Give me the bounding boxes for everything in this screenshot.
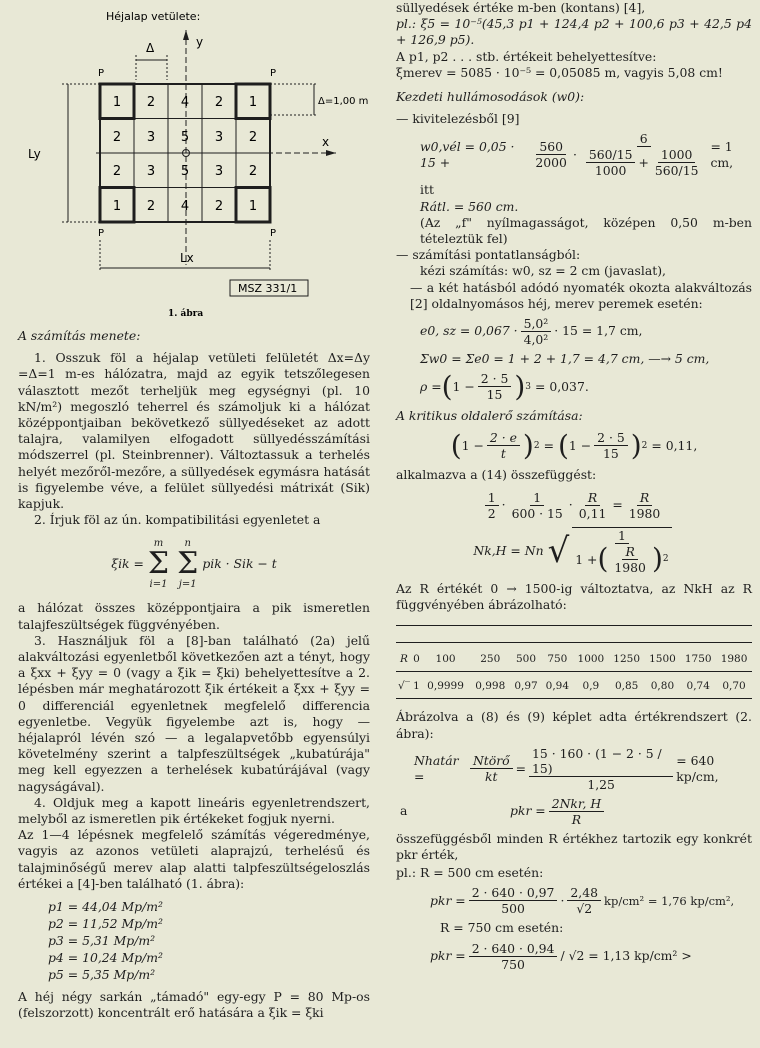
sum-i-top: m — [153, 538, 164, 550]
eq-ratio-n1: 2 · e — [487, 430, 520, 446]
sum-j-top: n — [184, 538, 191, 550]
axis-y-label: y — [196, 35, 204, 49]
table-cell: 750 — [542, 643, 573, 672]
eq-w0-f1n: 560 — [536, 139, 566, 155]
eq-e0-lhs: e0, sz = 0,067 · — [420, 323, 518, 339]
r-variation: Az R értékét 0 → 1500-ig változtatva, az NkH az R függvényében ábrázolható: — [396, 580, 752, 612]
cell-r1c2: 2 — [146, 95, 156, 110]
eq-r-f1n: 1 — [485, 490, 499, 506]
r-avg: Rátl. = 560 cm. — [420, 198, 519, 214]
apply-14: alkalmazva a (14) összefüggést: — [396, 467, 597, 483]
eq-e0-rhs: · 15 = 1,7 cm, — [554, 323, 643, 339]
sum-j: n Σ j=1 — [177, 538, 199, 591]
eq1-body: pik · Sik − t — [202, 556, 277, 572]
eq-r-f2d: 600 · 15 — [511, 505, 563, 521]
calc-inaccuracy: — számítási pontatlanságból: — [396, 247, 581, 263]
eq-e0-n: 5,0² — [521, 316, 552, 332]
critical-force-heading: A kritikus oldalerő számítása: — [396, 408, 583, 424]
table-cell: 100 — [421, 643, 470, 672]
cell-r2c1: 2 — [112, 130, 122, 145]
eq-w0-an: 560/15 — [586, 147, 636, 163]
eq-pkr-500: pkr = $\frac{2 \cdot 640 \cdot 0,97}{500}$ · $\frac{2,48}{√2}$ kp/cm² = 1,76 kp/cm², — [430, 885, 735, 917]
eq-ratio-n2: 2 · 5 — [594, 430, 628, 446]
initial-waviness-heading: Kezdeti hullámosodások (w0): — [396, 89, 585, 105]
eq-pkr750-d: 750 — [501, 956, 525, 972]
relation-note: összefüggésből minden R értékhez tartozik egy konkrét pkr érték, — [396, 830, 752, 863]
eq-w0-bn: 1000 — [658, 147, 696, 163]
eq-w0-f1d: 2000 — [535, 155, 567, 171]
cell-r1c5: 1 — [248, 95, 258, 110]
eq-pkr750-rhs: / √2 = 1,13 kp/cm² > — [560, 948, 692, 964]
eq-w0-f2n: 6 — [637, 131, 651, 147]
table-cell: 0 — [412, 643, 421, 672]
eq-rho-d: 15 — [486, 387, 503, 403]
table-cell: 1 — [412, 672, 421, 699]
step-2-continued: a hálózat összes középpontjaira a pik ismeretlen talajfeszültségek függvényében. — [18, 600, 370, 632]
eq-r-f4n: R — [637, 490, 652, 506]
step-3: 3. Használjuk föl a [8]-ban található (2a) jelű alakváltozási egyenletből következően azt a tényt, hogy a ξxx + ξyy = 0 (vagy a ξik = ξki) behelyettesítve a 2. lépésben már meghatározott ξik értékeit a ξxx + ξyy = 0 differenciál egyenletnek megfelelő differencia egyenletbe. Vegyük figyelembe azt is, hogy — héjalapról lévén szó — a legalapvetőbb egyensúlyi követelmény szerint a talpfeszültségek „kubatúrája" meg kell egyezzen a terhelések kubatúrájával (vagy nagyságával). — [18, 632, 370, 794]
eq-e0 — [420, 316, 752, 347]
step-4: 4. Oldjuk meg a kapott lineáris egyenletrendszert, melyből az ismeretlen pik értékeket fogjuk nyerni. — [18, 794, 370, 827]
eq-r-f3d: 0,11 — [578, 505, 607, 521]
example-xi5: pl.: ξ5 = 10⁻⁵(45,3 p1 + 124,4 p2 + 100,6 p3 + 42,5 p4 + 126,9 p5). — [396, 16, 752, 48]
eq-w0: w0,vél = 0,05 · 15 + $\frac{560}{2000}$ · 6 $\frac{560/15}{1000}$ + $\frac{1000}{560/15}$ = 1 cm, — [420, 131, 752, 178]
eq-w0-rhs: = 1 cm, — [710, 138, 734, 170]
eq-ratio-rhs: = 0,11, — [651, 437, 698, 453]
corner-p-tr: P — [270, 68, 277, 79]
table-row — [396, 672, 752, 699]
eq-sum-w0 — [420, 351, 752, 367]
eq-nkh-rd: 1980 — [614, 559, 646, 575]
eq-pkr — [400, 796, 752, 827]
eq-nkh-n: 1 — [615, 528, 629, 544]
sag-note: (Az „f" nyílmagasságot, középen 0,50 m-ben tételeztük fel) — [420, 214, 752, 247]
cell-r2c3: 5 — [180, 130, 190, 145]
corner-p-bl: P — [98, 228, 105, 239]
eq-r-f3n: R — [585, 490, 600, 506]
cell-r2c2: 3 — [146, 130, 156, 145]
eq-rho-lhs: ρ = — [420, 378, 442, 394]
eq-w0-bd: 560/15 — [654, 163, 699, 179]
eq-nhatar: Nhatár = $\frac{\text{Ntörő}}{kt}$ = $\frac{15 \cdot 160 \cdot (1 - 2 \cdot 5 / 15)}{1,25}$ = 640 kp/cm, — [414, 746, 752, 792]
cell-r4c5: 1 — [248, 199, 258, 214]
cell-r3c5: 2 — [248, 164, 258, 179]
delta-label: Δ — [146, 41, 155, 55]
eq-nkh-lhs: Nk,H = Nn — [473, 542, 544, 558]
eq-nhatar-f2d: 1,25 — [587, 776, 615, 792]
table-cell: 1000 — [573, 643, 609, 672]
table-cell: 0,9 — [573, 672, 609, 699]
eq-nhatar-f2n: 15 · 160 · (1 − 2 · 5 / 15) — [529, 746, 673, 777]
eq-pkr-750 — [430, 941, 752, 972]
cell-r1c4: 2 — [214, 95, 224, 110]
eq-ratio-d1: t — [500, 446, 506, 462]
substitution-text: A p1, p2 . . . stb. értékeit behelyettesítve: — [396, 48, 657, 64]
eq1-lhs: ξik = — [111, 556, 144, 572]
from-construction: — kivitelezésből [9] — [396, 111, 520, 127]
table-row — [396, 643, 752, 672]
sum-j-bottom: j=1 — [178, 579, 197, 591]
stress-p4: p4 = 10,24 Mp/m² — [48, 950, 163, 966]
stress-list — [48, 898, 370, 983]
cell-r2c5: 2 — [248, 130, 258, 145]
eq-rho: ρ = ( 1 − $\frac{2 \cdot 5}{15}$ ) 3 = 0,037. — [420, 369, 589, 403]
corner-p-tl: P — [98, 68, 105, 79]
values-table — [396, 642, 752, 699]
cell-r4c3: 4 — [180, 199, 190, 214]
step-2: 2. Írjuk föl az ún. kompatibilitási egyenletet a — [34, 512, 321, 528]
eq-rho-n: 2 · 5 — [478, 371, 512, 387]
cell-r3c1: 2 — [112, 164, 122, 179]
compatibility-equation — [18, 538, 370, 590]
sum-i: m Σ i=1 — [147, 538, 170, 591]
table-cell: 1500 — [645, 643, 681, 672]
eq-r-f1d: 2 — [487, 505, 496, 521]
cell-r1c1: 1 — [112, 95, 122, 110]
example-r500: pl.: R = 500 cm esetén: — [396, 865, 544, 881]
eq-pkr750-n: 2 · 640 · 0,94 — [469, 941, 558, 957]
stamp-label: MSZ 331/1 — [238, 282, 298, 295]
figure-caption: 1. ábra — [168, 309, 204, 319]
corner-force-text: A héj négy sarkán „támadó" egy-egy P = 80 Mp-os (felszorzott) koncentrált erő hatására a ξik = ξki — [18, 989, 370, 1021]
eq-nkh-rn: R — [622, 544, 637, 560]
eq-ratio: ( 1 − $\frac{2 \cdot e}{t}$ ) 2 = ( 1 − $\frac{2 \cdot 5}{15}$ ) 2 = 0,11, — [450, 428, 698, 462]
table-cell: 0,9999 — [421, 672, 470, 699]
delta-value: Δ=1,00 m — [318, 96, 369, 107]
a-word: a — [400, 803, 408, 819]
table-cell: 0,74 — [680, 672, 716, 699]
table-cell: 0,94 — [542, 672, 573, 699]
lx-label: Lx — [180, 251, 194, 265]
table-cell: 0,80 — [645, 672, 681, 699]
eq-nhatar-f1d: kt — [485, 769, 498, 785]
eq-pkr-lhs: pkr = — [510, 803, 546, 819]
table-cell: 0,998 — [470, 672, 510, 699]
table-cell: 1250 — [609, 643, 645, 672]
cell-r4c2: 2 — [146, 199, 156, 214]
table-cell: 1980 — [716, 643, 752, 672]
moment-deformation: — a két hatásból adódó nyomaték okozta alakváltozás [2] oldalnyomásos héj, merev peremek esetén: — [410, 279, 752, 311]
eq-pkr500-n: 2 · 640 · 0,97 — [469, 885, 558, 901]
corner-p-br: P — [270, 228, 277, 239]
sum-i-bottom: i=1 — [149, 579, 168, 591]
cell-r2c4: 3 — [214, 130, 224, 145]
eq-rho-rhs: = 0,037. — [535, 378, 589, 394]
table-cell: 0,70 — [716, 672, 752, 699]
step-1: 1. Osszuk föl a héjalap vetületi felületét Δx=Δy =Δ=1 m-es hálózatra, majd az egyik tetszőlegesen választott mezőt terheljük meg egységnyi (pl. 10 kN/m²) megoszló teherrel és számoljuk ki a hálózat középpontjaiban bekövetkező süllyedéseket az adott talajra, valamilyen elfogadott süllyedésszámítási módszerrel (pl. Steinbrenner). Változtassuk a terhelés helyét mezőről-mezőre, a süllyedések egymásra hatását is figyelembe véve, a felület süllyedési mátrixát (Sik) kapjuk. — [18, 350, 370, 512]
eq-nhatar-lhs: Nhatár = — [414, 752, 459, 784]
eq-w0-ad: 1000 — [594, 163, 627, 179]
table-cell: 0,97 — [510, 672, 541, 699]
eq-nkh-d1: 1 + — [575, 551, 598, 567]
settlement-values: süllyedések értéke m-ben (kontans) [4], — [396, 0, 646, 15]
cell-r4c4: 2 — [214, 199, 224, 214]
eq-nkh: Nk,H = Nn √ 1 1 + ( $\frac{R}{1980}$ ) 2 — [396, 527, 752, 575]
table-cell: 0,85 — [609, 672, 645, 699]
eq-pkr500-d: 500 — [501, 901, 525, 917]
eq-r-f4d: 1980 — [628, 505, 661, 521]
figure-1 — [18, 0, 370, 322]
eq-pkr500-d2: √2 — [576, 901, 593, 917]
stress-p5: p5 = 5,35 Mp/m² — [48, 967, 156, 983]
xi-rigid-result: ξmerev = 5085 · 10⁻⁵ = 0,05085 m, vagyis 5,08 cm! — [396, 64, 723, 80]
eq-ratio-d2: 15 — [603, 446, 619, 462]
table-cell: 500 — [510, 643, 541, 672]
cell-r3c4: 3 — [214, 164, 224, 179]
eq-pkr-d: R — [571, 811, 582, 827]
right-column — [396, 0, 752, 976]
left-column — [18, 0, 370, 1022]
eq-w0-lhs: w0,vél = 0,05 · 15 + — [420, 138, 515, 170]
result-intro: Az 1—4 lépésnek megfelelő számítás végeredménye, vagyis az azonos vetületi alaprajzú, terhelésű és talajminőségű merev alap alatti talpfeszültségeloszlás értékei a [4]-ben található (1. ábra): — [18, 827, 370, 891]
table-head-r: R — [396, 643, 412, 672]
plot-note: Ábrázolva a (8) és (9) képlet adta értékrendszert (2. ábra): — [396, 709, 752, 741]
stress-p1: p1 = 44,04 Mp/m² — [48, 899, 163, 915]
cell-r1c3: 4 — [180, 95, 190, 110]
stress-p2: p2 = 11,52 Mp/m² — [48, 916, 163, 932]
eq-sum-w0-text: Σw0 = Σe0 = 1 + 2 + 1,7 = 4,7 cm, —→ 5 cm, — [420, 351, 710, 367]
eq-r-f2n: 1 — [530, 490, 544, 506]
itt: itt — [420, 182, 434, 198]
figure-title: Héjalap vetülete: — [106, 10, 201, 23]
eq-pkr500-lhs: pkr = — [430, 892, 466, 908]
cell-r3c2: 3 — [146, 164, 156, 179]
table-head-sqrt: √‾ — [396, 672, 412, 699]
example-r750: R = 750 cm esetén: — [440, 920, 564, 936]
eq-pkr500-rhs: kp/cm² = 1,76 kp/cm², — [604, 893, 735, 908]
manual-calc: kézi számítás: w0, sz = 2 cm (javaslat), — [420, 263, 666, 279]
cell-r4c1: 1 — [112, 199, 122, 214]
table-cell: 1750 — [680, 643, 716, 672]
cell-r3c3: 5 — [180, 164, 190, 179]
eq-e0-d: 4,0² — [523, 332, 549, 348]
values-table-wrap — [396, 625, 752, 699]
eq-r-1980: $\frac{1}{2}$ · $\frac{1}{600 \cdot 15}$ · $\frac{R}{0,11}$ = $\frac{R}{1980}$ — [396, 490, 752, 521]
stress-p3: p3 = 5,31 Mp/m² — [48, 933, 156, 949]
eq-nhatar-rhs: = 640 kp/cm, — [676, 752, 719, 784]
axis-x-label: x — [322, 135, 330, 149]
eq-nhatar-f1n: Ntörő — [470, 753, 513, 769]
method-heading: A számítás menete: — [18, 328, 141, 343]
table-cell: 250 — [470, 643, 510, 672]
eq-pkr500-n2: 2,48 — [567, 885, 601, 901]
eq-pkr750-lhs: pkr = — [430, 948, 466, 964]
ly-label: Ly — [28, 147, 41, 161]
eq-pkr-n: 2Nkr, H — [549, 796, 604, 812]
